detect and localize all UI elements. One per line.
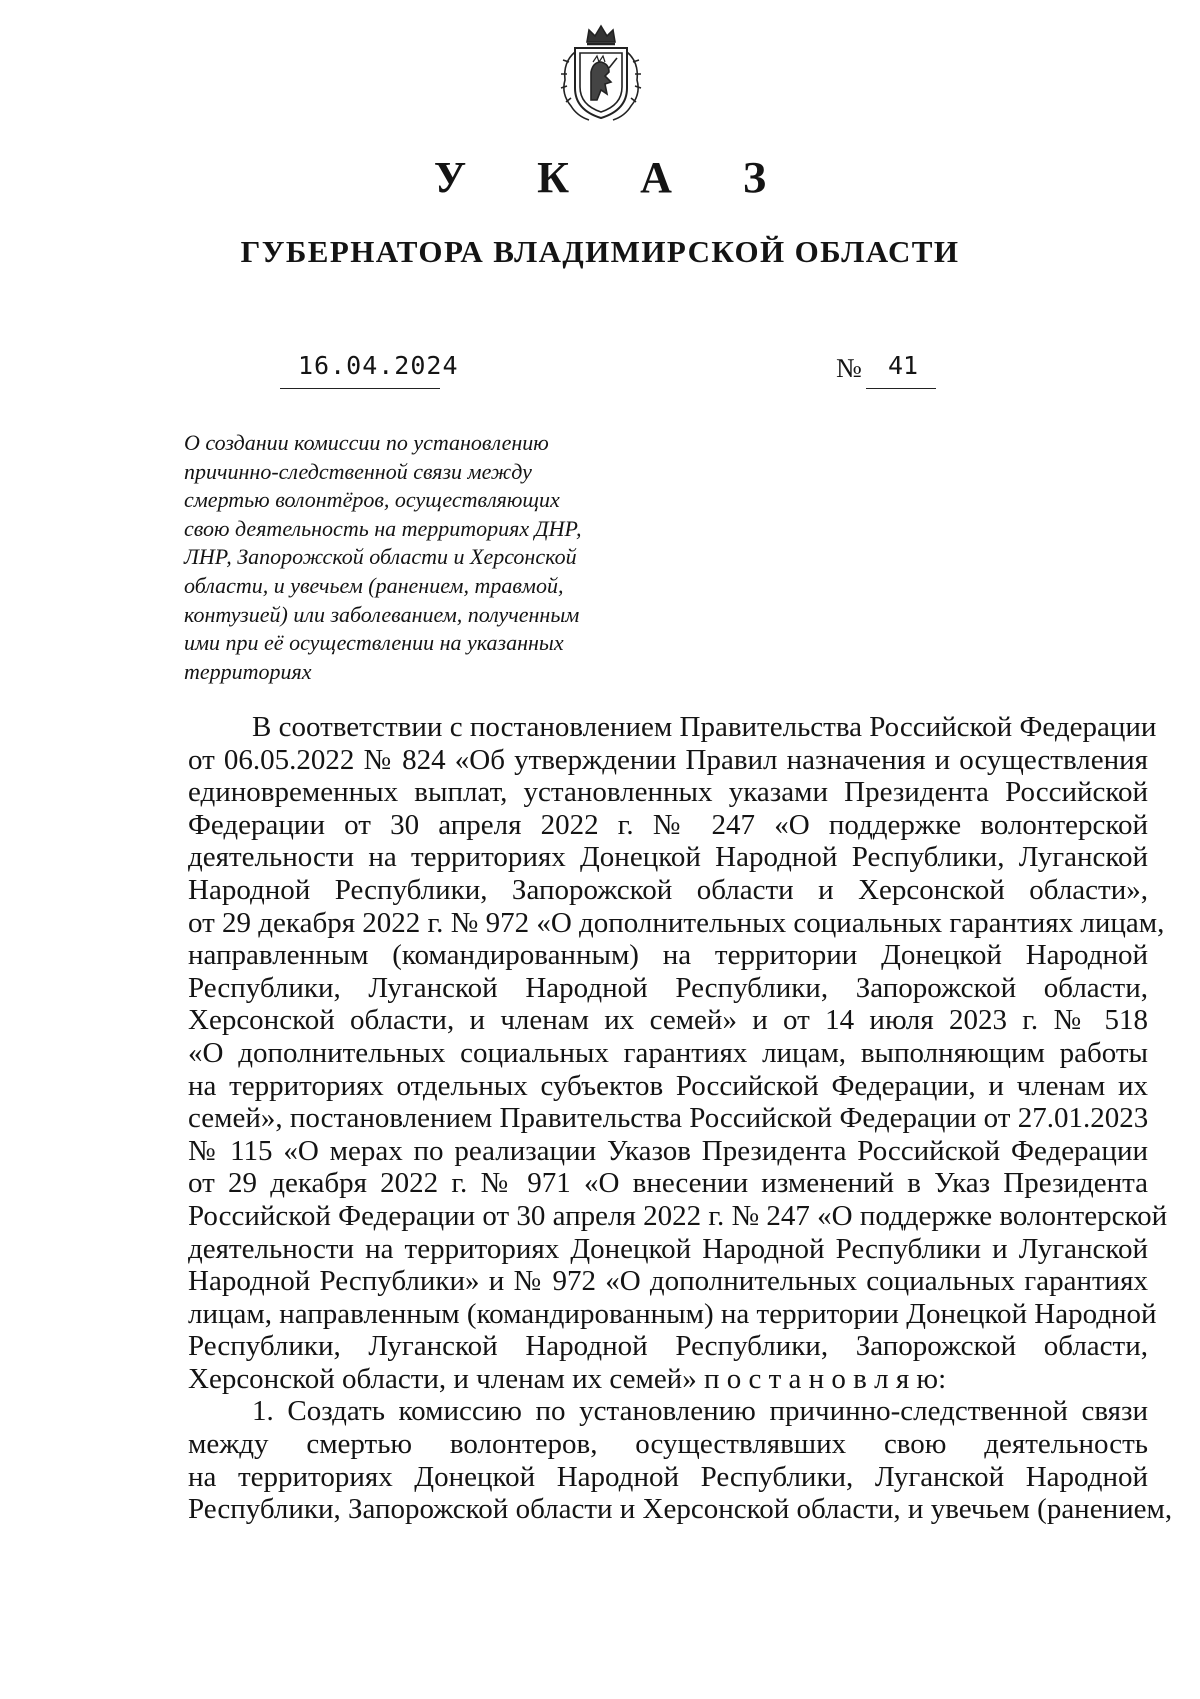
preamble-line: на территориях отдельных субъектов Российской Федерации, и членам их — [188, 1069, 1148, 1102]
preamble-line: от 29 декабря 2022 г. № 972 «О дополнительных социальных гарантиях лицам, — [188, 906, 1165, 939]
clause-1-line: 1. Создать комиссию по установлению причинно-следственной связи — [252, 1395, 1148, 1428]
issuer-title: ГУБЕРНАТОРА ВЛАДИМИРСКОЙ ОБЛАСТИ — [240, 234, 960, 269]
document-date: 16.04.2024 — [298, 351, 459, 380]
preamble-line: Республики, Луганской Народной Республики, Запорожской области, — [188, 1330, 1148, 1363]
preamble-line: лицам, направленным (командированным) на территории Донецкой Народной — [188, 1297, 1157, 1330]
preamble-line: «О дополнительных социальных гарантиях лицам, выполняющим работы — [188, 1036, 1148, 1069]
preamble-line: Федерации от 30 апреля 2022 г. № 247 «О поддержке волонтерской — [188, 808, 1148, 841]
number-field — [866, 348, 936, 389]
subject-line: ими при её осуществлении на указанных — [184, 630, 564, 656]
subject-line: территориях — [184, 658, 312, 684]
preamble-line: деятельности на территориях Донецкой Народной Республики, Луганской — [188, 841, 1148, 874]
date-field — [280, 348, 459, 389]
preamble-line: Народной Республики, Запорожской области и Херсонской области», — [188, 873, 1148, 906]
preamble-line: от 29 декабря 2022 г. № 971 «О внесении изменений в Указ Президента — [188, 1167, 1148, 1200]
preamble-line: № 115 «О мерах по реализации Указов Президента Российской Федерации — [188, 1134, 1148, 1167]
preamble-line: Херсонской области, и членам их семей» и от 14 июля 2023 г. № 518 — [188, 1004, 1148, 1037]
decree-body — [188, 711, 1173, 1526]
document-type-title: У К А З — [433, 153, 797, 202]
clause-1-line: Республики, Запорожской области и Херсонской области, и увечьем (ранением, — [188, 1493, 1173, 1526]
subject-line: О создании комиссии по установлению — [184, 430, 549, 455]
document-number: 41 — [888, 351, 919, 380]
subject-line: причинно-следственной связи между — [184, 458, 532, 484]
preamble-line: В соответствии с постановлением Правительства Российской Федерации — [252, 711, 1157, 743]
preamble-line: от 06.05.2022 № 824 «Об утверждении Правил назначения и осуществления — [188, 743, 1148, 776]
preamble-line: Херсонской области, и членам их семей» п о с т а н о в л я ю: — [188, 1362, 947, 1395]
preamble-line: Республики, Луганской Народной Республики, Запорожской области, — [188, 971, 1148, 1004]
preamble-line: деятельности на территориях Донецкой Народной Республики и Луганской — [188, 1232, 1148, 1265]
subject-line: области, и увечьем (ранением, травмой, — [184, 572, 564, 598]
subject-heading — [184, 429, 624, 686]
clause-1-line: между смертью волонтеров, осуществлявших свою деятельность — [188, 1428, 1148, 1461]
subject-line: свою деятельность на территориях ДНР, — [184, 515, 582, 541]
subject-line: смертью волонтёров, осуществляющих — [184, 487, 560, 513]
clause-1-line: на территориях Донецкой Народной Республики, Луганской Народной — [188, 1460, 1148, 1493]
preamble-line: направленным (командированным) на территории Донецкой Народной — [188, 939, 1148, 972]
subject-line: ЛНР, Запорожской области и Херсонской — [184, 544, 577, 570]
subject-line: контузией) или заболеванием, полученным — [184, 601, 580, 627]
preamble-line: единовременных выплат, установленных указами Президента Российской — [188, 776, 1148, 809]
preamble-line: Народной Республики» и № 972 «О дополнительных социальных гарантиях — [188, 1265, 1148, 1298]
number-sign: № — [836, 353, 862, 383]
preamble-line: семей», постановлением Правительства Российской Федерации от 27.01.2023 — [188, 1102, 1149, 1135]
coat-of-arms-icon — [553, 22, 649, 124]
preamble-line: Российской Федерации от 30 апреля 2022 г. № 247 «О поддержке волонтерской — [188, 1199, 1168, 1232]
